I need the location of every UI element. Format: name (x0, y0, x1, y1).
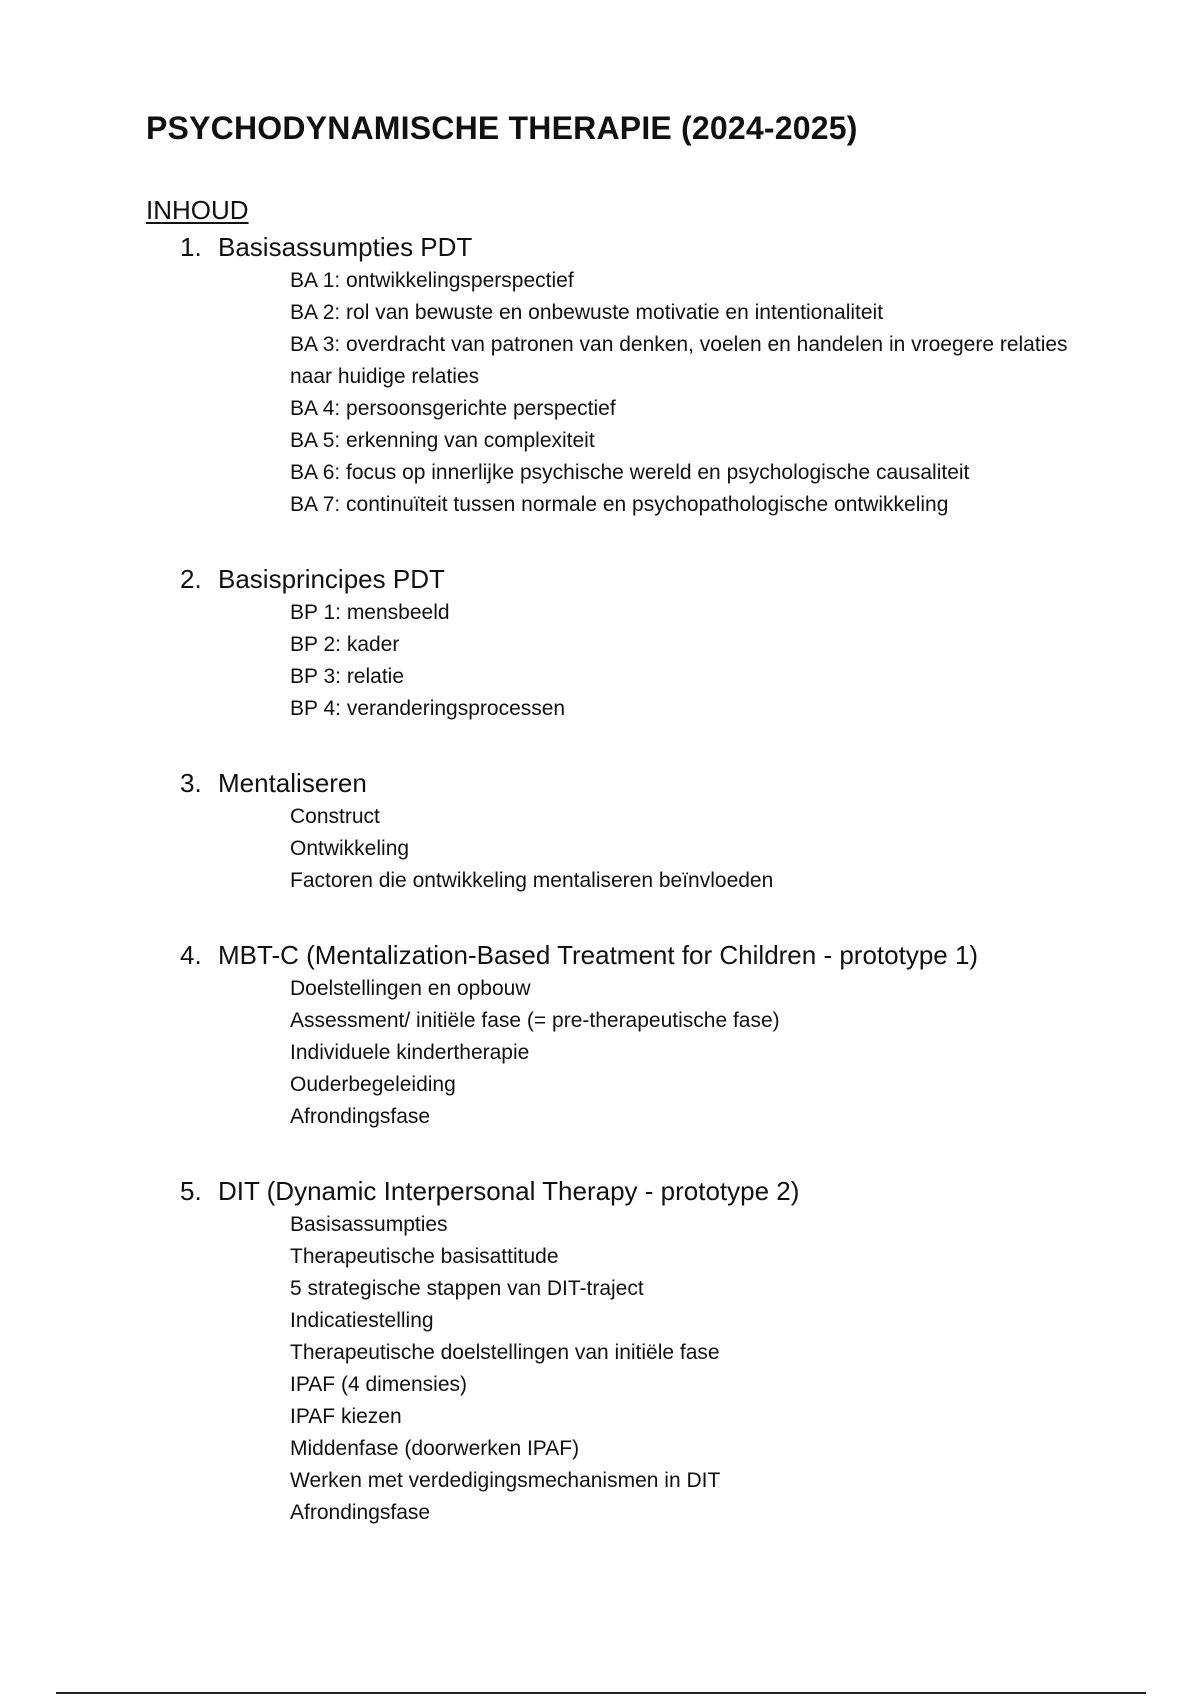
toc-subsection-item: BA 6: focus op innerlijke psychische wereld en psychologische causaliteit (290, 461, 970, 484)
toc-section-heading (0, 561, 1200, 597)
toc-subsection-item: Therapeutische doelstellingen van initiële fase (290, 1341, 720, 1364)
toc-section-number: 2. (180, 564, 202, 594)
toc-section-heading (0, 229, 1200, 265)
toc-subsection-item: BA 1: ontwikkelingsperspectief (290, 269, 574, 292)
toc-section (0, 1173, 1200, 1529)
toc-subsection-list (0, 973, 1200, 1133)
toc-subsection-item: BP 3: relatie (290, 665, 405, 688)
footer-divider (56, 1692, 1146, 1694)
toc-section-title: Basisprincipes PDT (218, 564, 445, 594)
toc-subsection-item: Assessment/ initiële fase (= pre-therapeutische fase) (290, 1009, 780, 1032)
table-of-contents (0, 229, 1200, 1529)
toc-subsection-item: BA 3: overdracht van patronen van denken, voelen en handelen in vroegere relaties naar huidige relaties (290, 333, 1068, 388)
section-spacer (0, 521, 1200, 561)
toc-subsection-list (0, 1209, 1200, 1529)
toc-subsection-list (0, 801, 1200, 897)
toc-subsection-item: Factoren die ontwikkeling mentaliseren beïnvloeden (290, 869, 774, 892)
toc-section-heading (0, 1173, 1200, 1209)
toc-subsection-item: Ouderbegeleiding (290, 1073, 456, 1096)
toc-section-title: DIT (Dynamic Interpersonal Therapy - prototype 2) (218, 1176, 800, 1206)
toc-subsection-item: BA 5: erkenning van complexiteit (290, 429, 595, 452)
toc-subsection-item: Afrondingsfase (290, 1501, 431, 1524)
toc-subsection-item: BA 7: continuïteit tussen normale en psychopathologische ontwikkeling (290, 493, 949, 516)
toc-section-number: 3. (180, 768, 202, 798)
toc-subsection-item: Individuele kindertherapie (290, 1041, 530, 1064)
toc-subsection-item: Therapeutische basisattitude (290, 1245, 559, 1268)
toc-subsection-item: Afrondingsfase (290, 1105, 431, 1128)
section-spacer (0, 725, 1200, 765)
toc-subsection-item: Werken met verdedigingsmechanismen in DIT (290, 1469, 721, 1492)
toc-subsection-item: Middenfase (doorwerken IPAF) (290, 1437, 580, 1460)
toc-section-title: MBT-C (Mentalization-Based Treatment for Children - prototype 1) (218, 940, 979, 970)
toc-section-heading (0, 937, 1200, 973)
toc-section-number: 5. (180, 1176, 202, 1206)
toc-section (0, 561, 1200, 725)
toc-section-heading (0, 765, 1200, 801)
toc-section-title: Mentaliseren (218, 768, 367, 798)
toc-subsection-item: IPAF kiezen (290, 1405, 402, 1428)
toc-subsection-item: Ontwikkeling (290, 837, 410, 860)
toc-subsection-item: BP 1: mensbeeld (290, 601, 450, 624)
toc-section (0, 937, 1200, 1133)
toc-heading: INHOUD (146, 195, 249, 225)
toc-subsection-item: BP 4: veranderingsprocessen (290, 697, 566, 720)
toc-subsection-list (0, 265, 1200, 521)
toc-subsection-item: Basisassumpties (290, 1213, 448, 1236)
toc-subsection-item: BA 4: persoonsgerichte perspectief (290, 397, 616, 420)
toc-section-number: 4. (180, 940, 202, 970)
document-title: PSYCHODYNAMISCHE THERAPIE (2024-2025) (146, 110, 858, 146)
toc-section-title: Basisassumpties PDT (218, 232, 473, 262)
toc-section (0, 765, 1200, 897)
section-spacer (0, 1133, 1200, 1173)
toc-subsection-item: IPAF (4 dimensies) (290, 1373, 467, 1396)
toc-subsection-item: Doelstellingen en opbouw (290, 977, 531, 1000)
section-spacer (0, 897, 1200, 937)
toc-subsection-list (0, 597, 1200, 725)
toc-subsection-item: Construct (290, 805, 380, 828)
toc-subsection-item: BP 2: kader (290, 633, 400, 656)
toc-subsection-item: 5 strategische stappen van DIT-traject (290, 1277, 644, 1300)
toc-subsection-item: Indicatiestelling (290, 1309, 434, 1332)
toc-subsection-item: BA 2: rol van bewuste en onbewuste motivatie en intentionaliteit (290, 301, 884, 324)
toc-section (0, 229, 1200, 521)
toc-section-number: 1. (180, 232, 202, 262)
